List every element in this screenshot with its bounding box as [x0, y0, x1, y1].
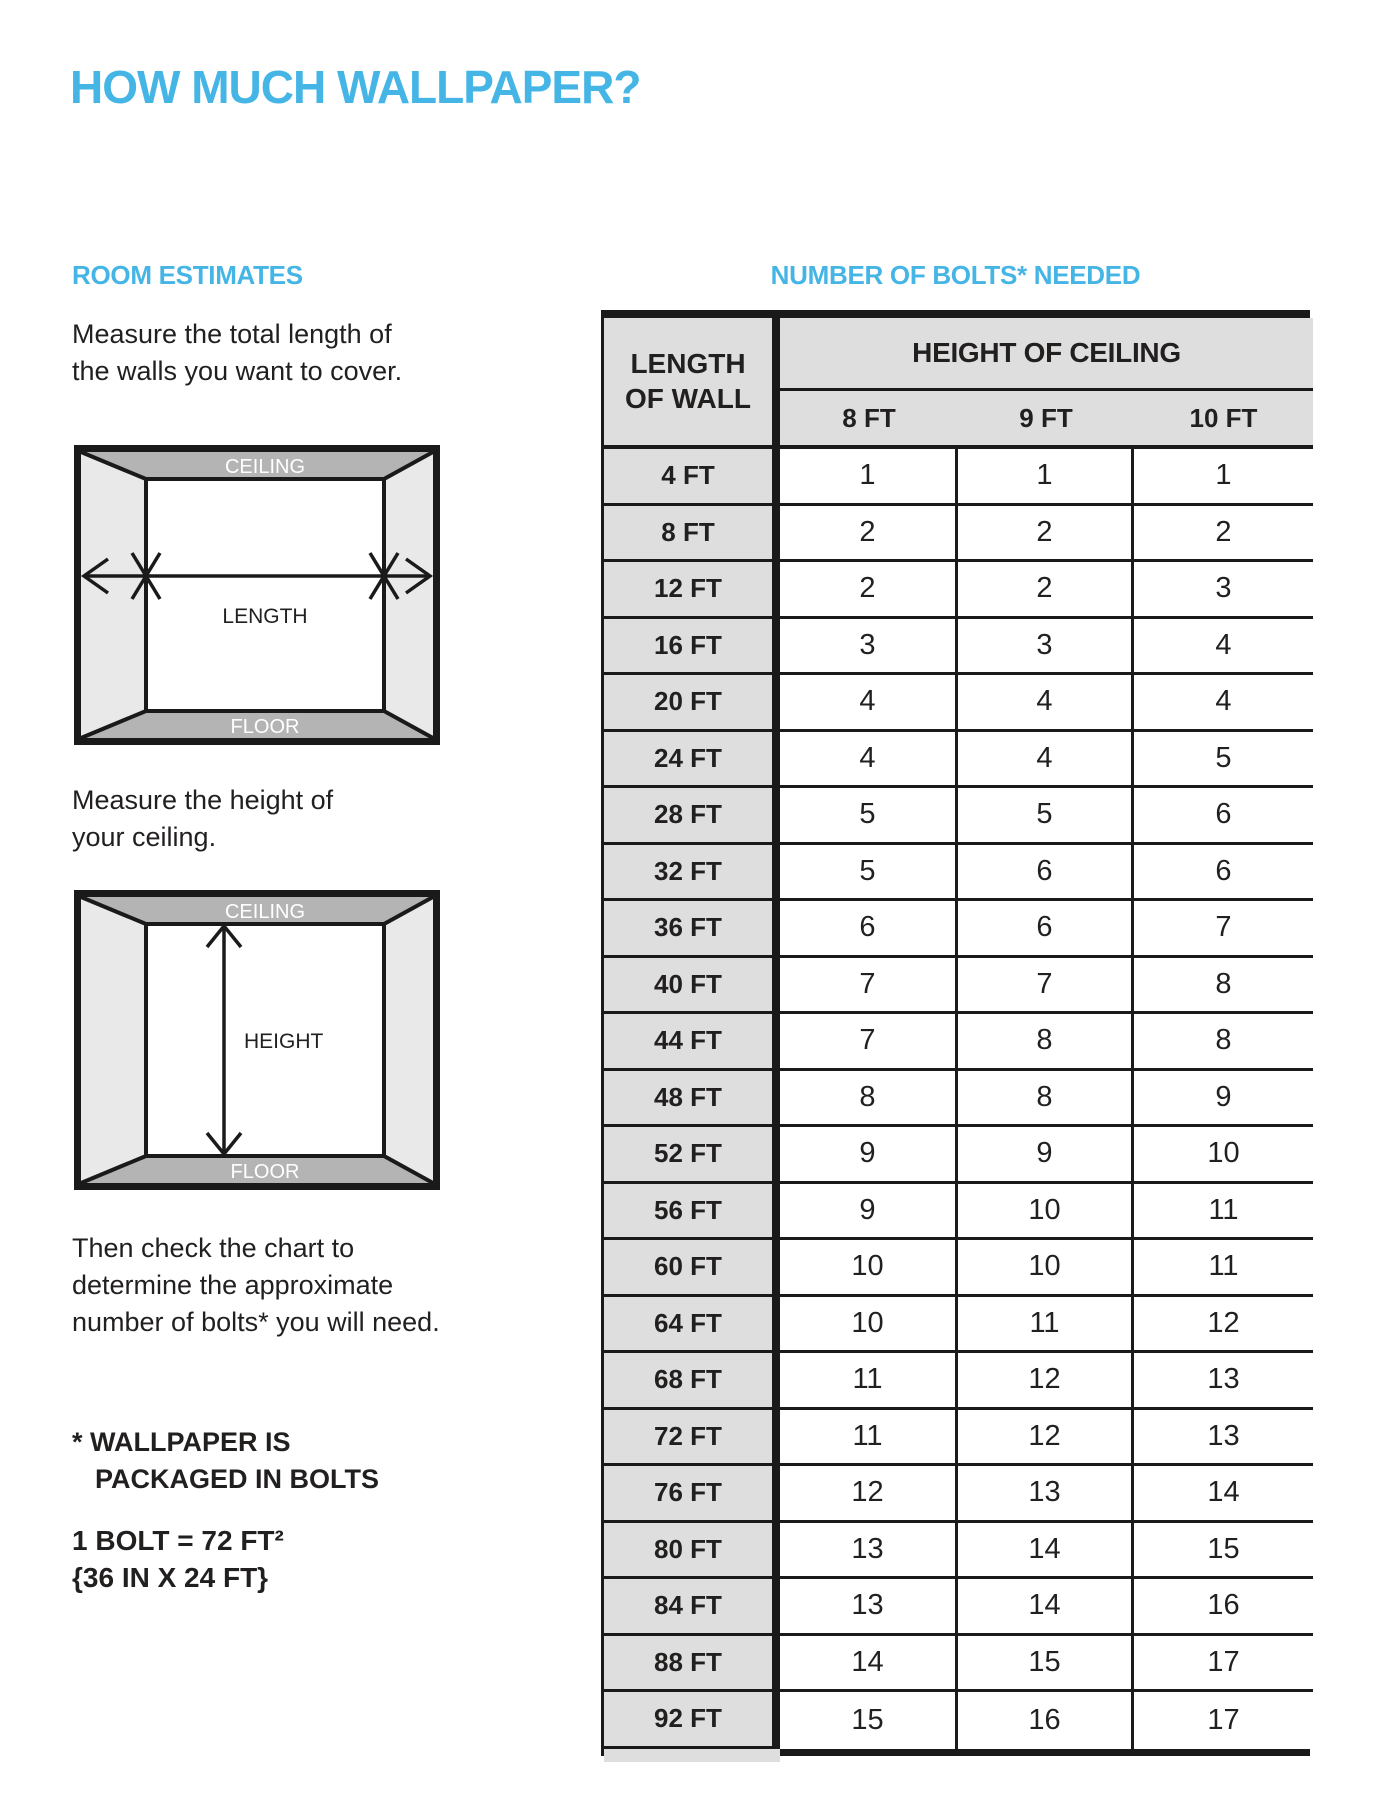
table-row-label: 84 FT [604, 1579, 780, 1636]
table-cell: 7 [780, 1014, 958, 1071]
table-row-label: 64 FT [604, 1297, 780, 1354]
table-cell: 12 [958, 1353, 1134, 1410]
ceiling-label: CEILING [224, 456, 306, 478]
table-cell: 4 [780, 675, 958, 732]
table-cell: 5 [780, 788, 958, 845]
table-row-label: 4 FT [604, 449, 780, 506]
bolts-table [601, 310, 1310, 1756]
table-cell: 12 [1134, 1297, 1313, 1354]
table-cell: 13 [1134, 1410, 1313, 1467]
room-height-diagram [74, 890, 440, 1190]
back-wall [146, 479, 384, 711]
table-cell: 8 [1134, 1014, 1313, 1071]
table-cell: 11 [958, 1297, 1134, 1354]
bolt-size-line1: 1 BOLT = 72 FT² [72, 1525, 284, 1556]
table-cell: 5 [1134, 732, 1313, 789]
table-cell: 3 [1134, 562, 1313, 619]
table-cell: 14 [958, 1523, 1134, 1580]
instruction-chart [72, 1230, 440, 1341]
table-row-label: 40 FT [604, 958, 780, 1015]
instruction-length-line2: the walls you want to cover. [72, 356, 403, 386]
right-wall-surface [384, 452, 433, 738]
table-cell: 15 [958, 1636, 1134, 1693]
table-cell: 13 [780, 1579, 958, 1636]
table-cell: 1 [780, 449, 958, 506]
table-cell: 6 [1134, 845, 1313, 902]
instruction-length-line1: Measure the total length of [72, 319, 392, 349]
table-row-label: 76 FT [604, 1466, 780, 1523]
table-cell: 4 [1134, 619, 1313, 676]
table-cell: 9 [780, 1127, 958, 1184]
table-cell: 2 [958, 506, 1134, 563]
table-cell: 3 [780, 619, 958, 676]
ceiling-label: CEILING [224, 901, 306, 923]
table-row-label: 44 FT [604, 1014, 780, 1071]
table-cell: 9 [1134, 1071, 1313, 1128]
table-cell: 12 [958, 1410, 1134, 1467]
bolts-footnote-line2: PACKAGED IN BOLTS [95, 1464, 380, 1494]
table-row-label: 88 FT [604, 1636, 780, 1693]
table-row-label: 92 FT [604, 1692, 780, 1749]
page-title: HOW MUCH WALLPAPER? [70, 61, 641, 113]
table-cell: 7 [1134, 901, 1313, 958]
table-cell: 11 [1134, 1240, 1313, 1297]
table-row-label: 56 FT [604, 1184, 780, 1241]
table-cell: 14 [780, 1636, 958, 1693]
table-cell: 10 [780, 1297, 958, 1354]
table-cell: 17 [1134, 1692, 1313, 1749]
table-cell: 15 [780, 1692, 958, 1749]
table-cell: 11 [1134, 1184, 1313, 1241]
table-cell: 11 [780, 1410, 958, 1467]
room-length-diagram [74, 445, 440, 745]
table-cell: 5 [958, 788, 1134, 845]
bolts-footnote-line1: * WALLPAPER IS [72, 1427, 291, 1457]
table-cell: 10 [1134, 1127, 1313, 1184]
instruction-chart-line1: Then check the chart to [72, 1233, 355, 1263]
table-row-label: 16 FT [604, 619, 780, 676]
floor-label: FLOOR [230, 716, 300, 738]
table-cell: 16 [958, 1692, 1134, 1749]
table-cell: 7 [780, 958, 958, 1015]
table-cell: 6 [958, 845, 1134, 902]
col-header-9ft: 9 FT [958, 391, 1134, 449]
room-estimates-heading: ROOM ESTIMATES [72, 260, 303, 290]
table-cell: 13 [780, 1523, 958, 1580]
table-row-label: 12 FT [604, 562, 780, 619]
table-cell: 10 [958, 1240, 1134, 1297]
col-header-8ft: 8 FT [780, 391, 958, 449]
table-tail-decoration [604, 1749, 780, 1762]
table-row-label: 48 FT [604, 1071, 780, 1128]
table-row-label: 36 FT [604, 901, 780, 958]
height-label: HEIGHT [244, 1030, 324, 1053]
bolt-size-info [72, 1522, 284, 1596]
table-cell: 8 [958, 1071, 1134, 1128]
row-header-length-of-wall: LENGTH OF WALL [604, 318, 780, 449]
table-cell: 10 [958, 1184, 1134, 1241]
table-cell: 13 [1134, 1353, 1313, 1410]
table-cell: 6 [958, 901, 1134, 958]
table-cell: 12 [780, 1466, 958, 1523]
instruction-length [72, 316, 402, 390]
table-cell: 14 [1134, 1466, 1313, 1523]
instruction-chart-line2: determine the approximate [72, 1270, 394, 1300]
table-cell: 5 [780, 845, 958, 902]
col-header-10ft: 10 FT [1134, 391, 1313, 449]
table-row-label: 20 FT [604, 675, 780, 732]
table-cell: 1 [1134, 449, 1313, 506]
table-row-label: 60 FT [604, 1240, 780, 1297]
bolts-table-title: NUMBER OF BOLTS* NEEDED [770, 260, 1141, 290]
table-cell: 2 [958, 562, 1134, 619]
table-cell: 6 [780, 901, 958, 958]
table-cell: 8 [958, 1014, 1134, 1071]
right-wall-surface [384, 897, 433, 1183]
table-cell: 4 [1134, 675, 1313, 732]
table-cell: 2 [780, 506, 958, 563]
instruction-height-line2: your ceiling. [72, 822, 217, 852]
instruction-height-line1: Measure the height of [72, 785, 334, 815]
floor-label: FLOOR [230, 1161, 300, 1183]
table-cell: 17 [1134, 1636, 1313, 1693]
table-row-label: 80 FT [604, 1523, 780, 1580]
table-cell: 4 [958, 675, 1134, 732]
table-row-label: 28 FT [604, 788, 780, 845]
table-cell: 7 [958, 958, 1134, 1015]
table-row-label: 68 FT [604, 1353, 780, 1410]
table-cell: 4 [780, 732, 958, 789]
bolts-footnote [72, 1424, 379, 1498]
table-row-label: 8 FT [604, 506, 780, 563]
table-cell: 8 [780, 1071, 958, 1128]
table-cell: 6 [1134, 788, 1313, 845]
col-group-header-height-of-ceiling: HEIGHT OF CEILING [780, 318, 1313, 391]
instruction-chart-line3: number of bolts* you will need. [72, 1307, 440, 1337]
bolt-size-line2: {36 IN X 24 FT} [72, 1562, 269, 1593]
table-cell: 11 [780, 1353, 958, 1410]
left-wall-surface [81, 897, 146, 1183]
length-label: LENGTH [222, 605, 308, 628]
table-cell: 8 [1134, 958, 1313, 1015]
table-row-label: 24 FT [604, 732, 780, 789]
table-cell: 3 [958, 619, 1134, 676]
table-cell: 15 [1134, 1523, 1313, 1580]
table-cell: 9 [958, 1127, 1134, 1184]
table-cell: 2 [1134, 506, 1313, 563]
table-cell: 1 [958, 449, 1134, 506]
table-row-label: 52 FT [604, 1127, 780, 1184]
table-cell: 2 [780, 562, 958, 619]
table-cell: 4 [958, 732, 1134, 789]
table-row-label: 72 FT [604, 1410, 780, 1467]
table-cell: 14 [958, 1579, 1134, 1636]
table-cell: 16 [1134, 1579, 1313, 1636]
table-row-label: 32 FT [604, 845, 780, 902]
table-cell: 13 [958, 1466, 1134, 1523]
instruction-height [72, 782, 333, 856]
table-cell: 10 [780, 1240, 958, 1297]
table-cell: 9 [780, 1184, 958, 1241]
